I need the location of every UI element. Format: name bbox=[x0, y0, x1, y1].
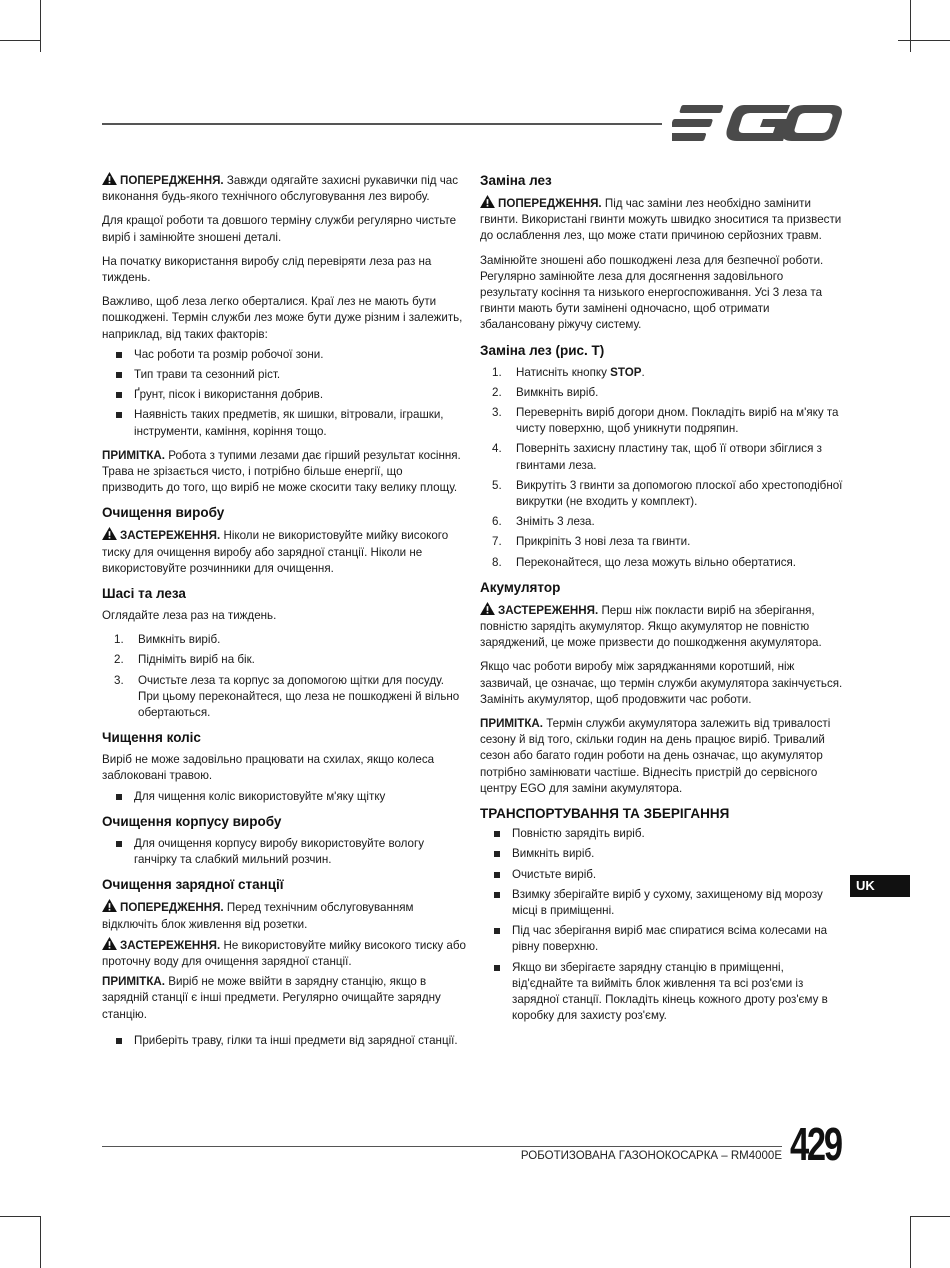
list-item: 1. Вимкніть виріб. bbox=[114, 633, 221, 647]
list-item: Для чищення коліс використовуйте м'яку щітку bbox=[102, 789, 466, 805]
list-item: Ґрунт, пісок і використання добрив. bbox=[102, 387, 466, 403]
list-item: Взимку зберігайте виріб у сухому, захищеному від морозу місці в приміщенні. bbox=[480, 887, 844, 919]
heading-wheels: Чищення коліс bbox=[102, 730, 201, 746]
list-item: 6. Зніміть 3 леза. bbox=[492, 515, 595, 529]
list-item: Для очищення корпусу виробу використовуйте вологу ганчірку та слабкий мильний розчин. bbox=[102, 836, 466, 868]
heading-blade-replacement-fig: Заміна лез (рис. T) bbox=[480, 342, 605, 358]
warning-triangle-icon bbox=[102, 899, 117, 912]
body-list bbox=[102, 836, 466, 868]
battery-caution bbox=[480, 602, 844, 652]
warning-label: ПОПЕРЕДЖЕННЯ. bbox=[120, 901, 224, 915]
warning-triangle-icon bbox=[480, 602, 495, 615]
warning-label: ПОПЕРЕДЖЕННЯ. bbox=[120, 174, 224, 187]
caution-label: ЗАСТЕРЕЖЕННЯ. bbox=[120, 938, 221, 952]
warning-triangle-icon bbox=[480, 195, 495, 208]
note-text: Виріб не може ввійти в зарядну станцію, якщо в зарядній станції є інші предмети. Регулярно очищайте зарядну станцію. bbox=[102, 975, 441, 1021]
right-column bbox=[480, 172, 844, 1032]
crop-mark bbox=[0, 40, 40, 41]
note-label: ПРИМІТКА. bbox=[102, 448, 166, 462]
paragraph: Оглядайте леза раз на тиждень. bbox=[102, 609, 277, 623]
caution-text: Не використовуйте мийку високого тиску або проточну воду для очищення зарядної станції. bbox=[102, 938, 466, 968]
list-item: 8. Переконайтеся, що леза можуть вільно обертатися. bbox=[492, 555, 797, 569]
footer-rule bbox=[102, 1146, 782, 1147]
crop-mark bbox=[898, 40, 950, 41]
heading-transport-storage: ТРАНСПОРТУВАННЯ ТА ЗБЕРІГАННЯ bbox=[480, 806, 730, 822]
list-item: 3. Переверніть виріб догори дном. Покладіть виріб на м'яку та чисту поверхню, щоб уникнути подряпин. bbox=[492, 406, 839, 436]
list-item: Наявність таких предметів, як шишки, вітровали, іграшки, інструменти, каміння, коріння тощо. bbox=[102, 407, 466, 439]
list-item: 4. Поверніть захисну пластину так, щоб її отвори збіглися з гвинтами леза. bbox=[492, 442, 822, 472]
note-label: ПРИМІТКА. bbox=[102, 975, 166, 989]
paragraph: Якщо час роботи виробу між заряджаннями коротший, ніж зазвичай, це означає, що термін служби акумулятора закінчується. Замініть акумулятор, щоб продовжити час роботи. bbox=[480, 660, 843, 706]
warning-triangle-icon bbox=[102, 172, 117, 185]
warning-text: Під час заміни лез необхідно замінити гвинти. Використані гвинти можуть швидко зноситися та призвести до ослаблення лез, що може стати причиною серйозних травм. bbox=[480, 197, 842, 243]
note-label: ПРИМІТКА. bbox=[480, 717, 544, 731]
replacement-steps bbox=[480, 365, 844, 571]
caution-text: Ніколи не використовуйте мийку високого тиску для очищення виробу або зарядної станції. Ніколи не використовуйте розчинники для очищення. bbox=[102, 529, 449, 575]
list-item: 3. Очистьте леза та корпус за допомогою щітки для посуду. При цьому переконайтеся, що леза не пошкоджені й вільно обертаються. bbox=[114, 673, 460, 720]
heading-blade-replacement: Заміна лез bbox=[480, 173, 552, 188]
replacement-warning bbox=[480, 195, 844, 245]
caution bbox=[102, 527, 466, 577]
footer-title: РОБОТИЗОВАНА ГАЗОНОКОСАРКА – RM4000E bbox=[520, 1150, 782, 1162]
factors-list bbox=[102, 347, 466, 440]
list-item: Під час зберігання виріб має спиратися всіма колесами на рівну поверхню. bbox=[480, 923, 844, 955]
page-number: 429 bbox=[790, 1118, 841, 1170]
left-column bbox=[102, 172, 466, 1057]
wheels-list bbox=[102, 789, 466, 805]
warning-text: Завжди одягайте захисні рукавички під час виконання будь-якого технічного обслуговування лез виробу. bbox=[102, 174, 459, 204]
caution-text: Перш ніж покласти виріб на зберігання, повністю зарядіть акумулятор. Якщо акумулятор не повністю заряджений, це може призвести до пошкодження акумулятора. bbox=[480, 603, 822, 650]
heading-clean-product: Очищення виробу bbox=[102, 505, 225, 521]
list-item: 1. Натисніть кнопку STOP. bbox=[492, 365, 645, 379]
language-tab: UK bbox=[850, 875, 910, 897]
list-item: Час роботи та розмір робочої зони. bbox=[102, 347, 466, 363]
warning-label: ПОПЕРЕДЖЕННЯ. bbox=[498, 197, 602, 210]
note-text: Робота з тупими лезами дає гірший результат косіння. Трава не зрізається чисто, і потрібно більше енергії, що призводить до того, що виріб не може скосити таку велику площу. bbox=[102, 448, 461, 495]
warning-text: Перед технічним обслуговуванням відключіть блок живлення від розетки. bbox=[102, 901, 414, 931]
paragraph: Важливо, щоб леза легко оберталися. Краї лез не мають бути пошкоджені. Термін служби лез може бути дуже різним і залежить, наприклад, від таких факторів: bbox=[102, 295, 463, 341]
station-caution bbox=[102, 937, 466, 970]
caution-label: ЗАСТЕРЕЖЕННЯ. bbox=[498, 603, 599, 617]
note-text: Термін служби акумулятора залежить від тривалості сезону й від того, скільки годин на день працює виріб. Тривалий сезон або багато годин роботи на день означає, що акумулятор потрібно замінювати частіше. Віднесіть пристрій до сервісного центру EGO для заміни акумулятора. bbox=[480, 717, 831, 795]
list-item: Якщо ви зберігаєте зарядну станцію в приміщенні, від'єднайте та вийміть блок живлення та всі роз'єми із зарядної станції. Покладіть кінець кожного дроту роз'єму в коробку для захисту роз'єму. bbox=[480, 960, 844, 1025]
paragraph: Виріб не може задовільно працювати на схилах, якщо колеса заблоковані травою. bbox=[102, 753, 435, 783]
paragraph: Замінюйте зношені або пошкоджені леза для безпечної роботи. Регулярно замінюйте леза для досягнення задовільного результату косіння та низького енергоспоживання. Усі 3 леза та гвинти мають бути замінені одночасно, щоб отримати збалансовану ріжучу систему. bbox=[480, 253, 824, 332]
paragraph: Для кращої роботи та довшого терміну служби регулярно чистьте виріб і замінюйте зношені деталі. bbox=[102, 214, 457, 244]
caution-label: ЗАСТЕРЕЖЕННЯ. bbox=[120, 529, 221, 543]
list-item: Тип трави та сезонний ріст. bbox=[102, 367, 466, 383]
list-item: 2. Підніміть виріб на бік. bbox=[114, 653, 255, 667]
heading-station: Очищення зарядної станції bbox=[102, 877, 284, 893]
crop-mark bbox=[40, 1216, 41, 1268]
station-warning bbox=[102, 899, 466, 932]
crop-mark bbox=[910, 1216, 911, 1268]
list-item: Вимкніть виріб. bbox=[480, 846, 844, 862]
crop-mark bbox=[910, 1216, 950, 1217]
crop-mark bbox=[40, 0, 41, 52]
battery-note bbox=[480, 716, 844, 797]
warning-triangle-icon bbox=[102, 527, 117, 540]
ego-logo bbox=[672, 104, 844, 142]
station-list bbox=[102, 1033, 466, 1049]
list-item: 7. Прикріпіть 3 нові леза та гвинти. bbox=[492, 535, 691, 549]
station-note bbox=[102, 974, 466, 1023]
heading-battery: Акумулятор bbox=[480, 579, 561, 595]
list-item: Повністю зарядіть виріб. bbox=[480, 826, 844, 842]
maintenance-warning bbox=[102, 172, 466, 205]
list-item: Очистьте виріб. bbox=[480, 867, 844, 883]
note bbox=[102, 448, 466, 497]
transport-list bbox=[480, 826, 844, 1024]
list-item: Приберіть траву, гілки та інші предмети від зарядної станції. bbox=[102, 1033, 466, 1049]
crop-mark bbox=[910, 0, 911, 52]
heading-chassis-blades: Шасі та леза bbox=[102, 586, 186, 602]
header-rule bbox=[102, 123, 662, 125]
paragraph: На початку використання виробу слід перевіряти леза раз на тиждень. bbox=[102, 254, 432, 285]
list-item: 2. Вимкніть виріб. bbox=[492, 385, 599, 399]
crop-mark bbox=[0, 1216, 40, 1217]
chassis-steps bbox=[102, 632, 466, 721]
heading-body: Очищення корпусу виробу bbox=[102, 813, 282, 829]
warning-triangle-icon bbox=[102, 937, 117, 950]
list-item: 5. Викрутіть 3 гвинти за допомогою плоскої або хрестоподібної викрутки (не входить у комплект). bbox=[492, 478, 843, 509]
